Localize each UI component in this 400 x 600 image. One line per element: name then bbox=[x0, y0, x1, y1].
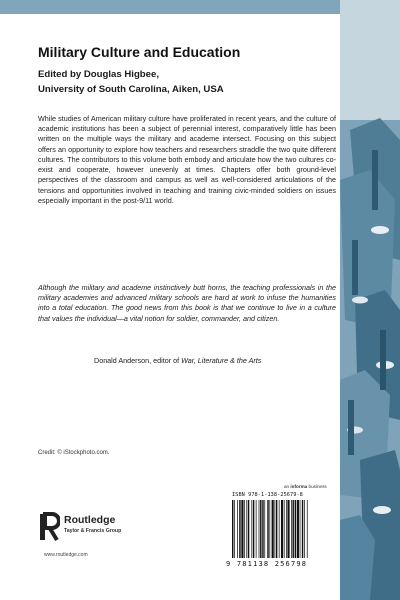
barcode-bar bbox=[269, 500, 270, 558]
barcode-bar bbox=[295, 500, 296, 558]
endorsement-attribution bbox=[94, 356, 344, 365]
informa-tagline: an informa business bbox=[284, 484, 327, 489]
publisher-group: Taylor & Francis Group bbox=[64, 528, 122, 534]
barcode-bar bbox=[287, 500, 289, 558]
cadets-photo-illustration bbox=[340, 0, 400, 600]
attribution-source: War, Literature & the Arts bbox=[181, 356, 262, 365]
publisher-url: www.routledge.com bbox=[44, 552, 88, 558]
barcode-bar bbox=[291, 500, 292, 558]
attribution-name: Donald Anderson, editor of bbox=[94, 356, 182, 365]
book-title: Military Culture and Education bbox=[38, 44, 241, 60]
barcode-bar bbox=[237, 500, 238, 558]
barcode-bar bbox=[256, 500, 257, 558]
editor-info bbox=[38, 68, 338, 98]
barcode-bar bbox=[244, 500, 245, 558]
barcode-bar bbox=[274, 500, 275, 558]
barcode-bar bbox=[234, 500, 235, 558]
barcode-bars bbox=[232, 500, 328, 560]
barcode-bar bbox=[246, 500, 247, 558]
routledge-logo-icon bbox=[38, 512, 60, 542]
barcode-bar bbox=[272, 500, 274, 558]
barcode-bar bbox=[267, 500, 268, 558]
barcode-bar bbox=[262, 500, 263, 558]
photo-credit: Credit: © iStockphoto.com. bbox=[38, 450, 110, 456]
barcode-bar bbox=[281, 500, 283, 558]
cover-photo bbox=[340, 0, 400, 600]
barcode-bar bbox=[279, 500, 280, 558]
barcode-bar bbox=[232, 500, 233, 558]
isbn-label: ISBN 978-1-138-25679-8 bbox=[232, 492, 303, 498]
barcode-bar bbox=[260, 500, 261, 558]
endorsement-quote: Although the military and academe instinctively butt horns, the teaching professionals in the military academies and advanced military schools are hard at work to infuse the humanities into a total education. The good news from this book is that we continue to live in a culture that values the individual—a vital notion for soldier, commander, and citizen. bbox=[38, 283, 336, 323]
barcode-bar bbox=[286, 500, 287, 558]
top-accent-bar bbox=[0, 0, 340, 14]
barcode-bar bbox=[241, 500, 243, 558]
barcode-bar bbox=[300, 500, 301, 558]
barcode-bar bbox=[307, 500, 308, 558]
editor-affiliation: University of South Carolina, Aiken, USA bbox=[38, 83, 224, 95]
barcode-bar bbox=[284, 500, 285, 558]
barcode-bar bbox=[239, 500, 240, 558]
barcode-bar bbox=[248, 500, 249, 558]
barcode-bar bbox=[292, 500, 293, 558]
barcode-bar bbox=[264, 500, 265, 558]
barcode-bar bbox=[297, 500, 299, 558]
barcode-bar bbox=[253, 500, 254, 558]
book-description: While studies of American military culture have proliferated in recent years, and the culture of academic institutions has been a subject of perennial interest, comparatively little has been written on the multiple ways the military and academe intersect. Focusing on this subject offers an opportunity to explore how teachers and researchers straddle the two quite different cultures. The contributors to this volume both embody and articulate how the two cultures co-exist and cooperate, however unevenly at times. Chapters offer both ground-level perspectives of the classroom and campus as well as well-considered articulations of the tensions and opportunities involved in teaching and training civic-minded soldiers on issues especially important in the post-9/11 world. bbox=[38, 114, 336, 205]
barcode-bar bbox=[251, 500, 252, 558]
barcode-digits: 9 781138 256798 bbox=[226, 560, 308, 568]
informa-brand: informa bbox=[290, 484, 308, 489]
editor-name: Edited by Douglas Higbee, bbox=[38, 69, 160, 80]
barcode-bar bbox=[304, 500, 305, 558]
publisher-name: Routledge bbox=[64, 514, 116, 526]
barcode-bar bbox=[276, 500, 277, 558]
barcode-bar bbox=[302, 500, 303, 558]
barcode-bar bbox=[259, 500, 260, 558]
